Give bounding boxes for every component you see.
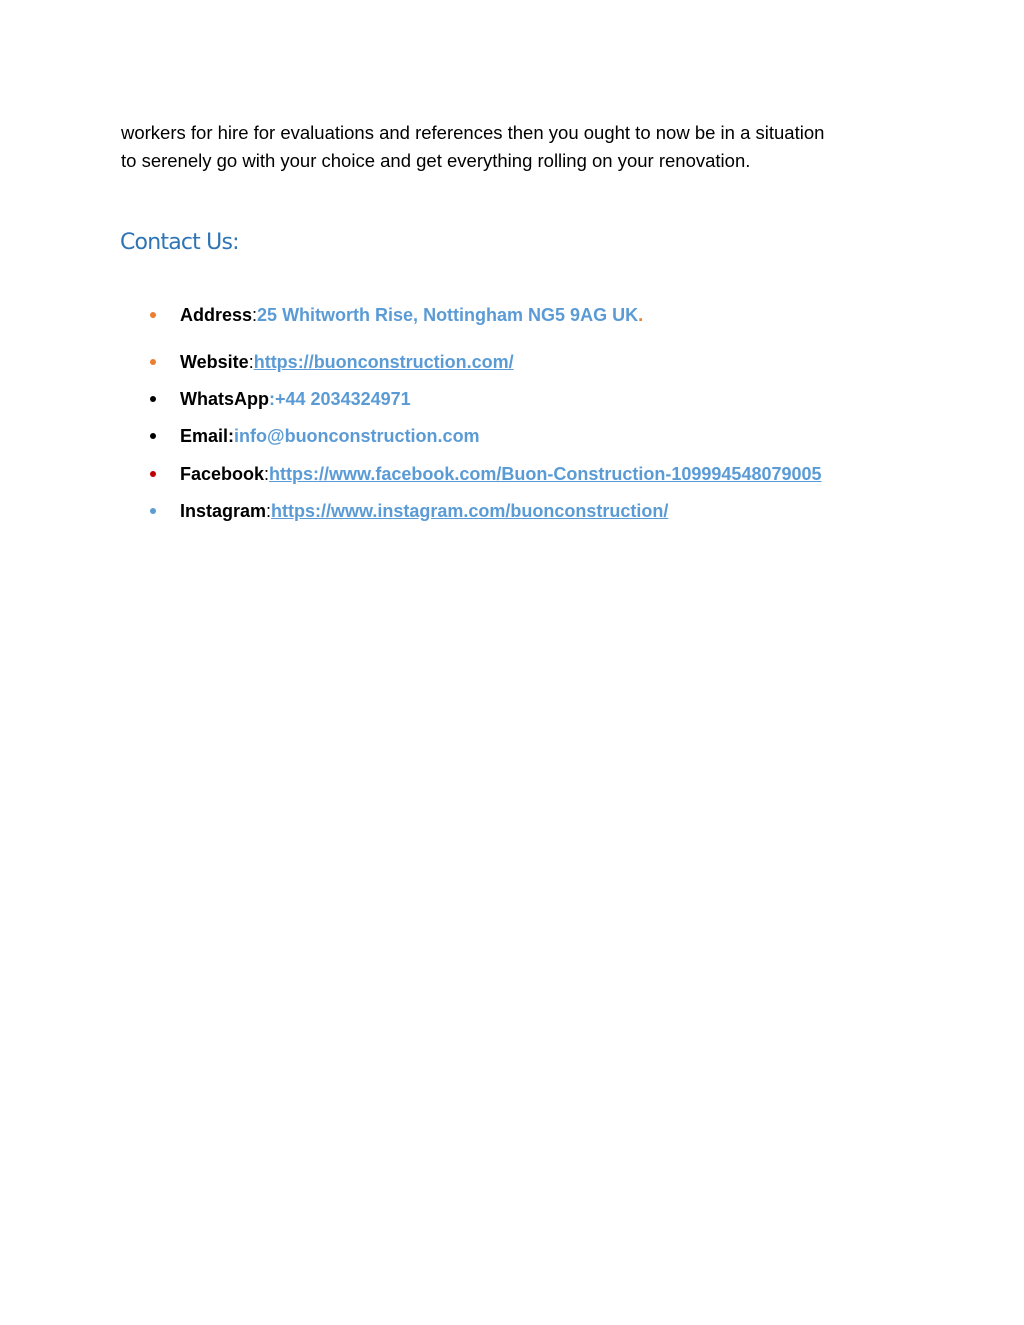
contact-item-email [150, 423, 480, 449]
bullet-dot-icon [150, 471, 156, 477]
whatsapp-separator: : [269, 388, 275, 409]
intro-paragraph [121, 119, 921, 175]
bullet-dot-icon [150, 508, 156, 514]
address-value: 25 Whitworth Rise, Nottingham NG5 9AG UK [257, 304, 639, 325]
address-separator: : [252, 304, 258, 325]
email-value: info@buonconstruction.com [234, 425, 480, 446]
contact-item-instagram [150, 498, 668, 524]
bullet-dot-icon [150, 433, 156, 439]
bullet-dot-icon [150, 312, 156, 318]
contact-item-whatsapp [150, 386, 411, 412]
instagram-separator: : [266, 500, 272, 521]
contact-heading: Contact Us: [120, 230, 239, 255]
address-trailing-period: . [638, 304, 644, 325]
facebook-label: Facebook [180, 463, 265, 484]
address-label: Address [180, 304, 253, 325]
facebook-separator: : [264, 463, 270, 484]
bullet-dot-icon [150, 396, 156, 402]
bullet-dot-icon [150, 359, 156, 365]
website-separator: : [248, 351, 254, 372]
whatsapp-label: WhatsApp [180, 388, 269, 409]
contact-item-facebook [150, 461, 822, 487]
intro-line-1: workers for hire for evaluations and references then you ought to now be in a situation [121, 122, 825, 143]
contact-item-address [150, 302, 643, 328]
intro-line-2: to serenely go with your choice and get everything rolling on your renovation. [121, 150, 751, 171]
instagram-link[interactable]: https://www.instagram.com/buonconstruction/ [271, 500, 669, 521]
website-link[interactable]: https://buonconstruction.com/ [253, 351, 514, 372]
website-label: Website [180, 351, 249, 372]
instagram-label: Instagram [180, 500, 267, 521]
whatsapp-value: +44 2034324971 [275, 388, 411, 409]
contact-item-website [150, 349, 514, 375]
email-label: Email: [180, 425, 235, 446]
facebook-link[interactable]: https://www.facebook.com/Buon-Construction-109994548079005 [269, 463, 822, 484]
